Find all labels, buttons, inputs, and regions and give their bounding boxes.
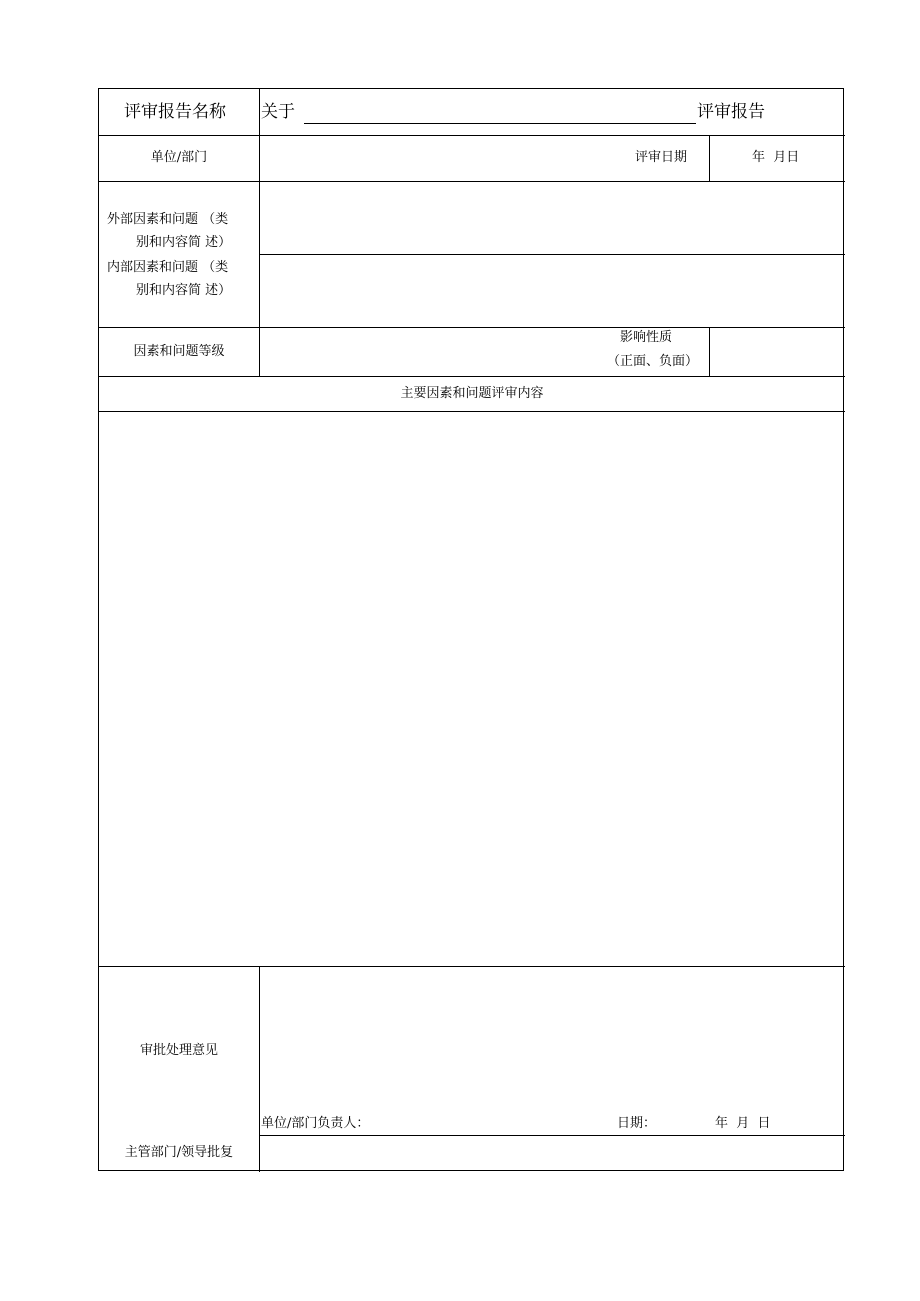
impact-label-line2: （正面、负面） xyxy=(607,354,699,369)
external-factors-label-line1: 外部因素和问题 （类 xyxy=(107,212,229,227)
report-name-label: 评审报告名称 xyxy=(124,102,226,122)
row-divider xyxy=(99,327,845,328)
row-divider xyxy=(99,966,845,967)
internal-factors-label-line2: 别和内容简 述） xyxy=(136,283,232,298)
approval-label: 审批处理意见 xyxy=(139,1043,218,1058)
approval-date-label: 日期： xyxy=(617,1116,657,1131)
responsible-person-label: 单位/部门负责人： xyxy=(261,1116,370,1131)
impact-label-line1: 影响性质 xyxy=(620,330,673,345)
review-date-value: 年 月日 xyxy=(752,150,800,165)
unit-label: 单位/部门 xyxy=(150,150,208,165)
report-name-blank[interactable] xyxy=(304,123,696,124)
row-divider xyxy=(99,376,845,377)
approval-date-value: 年 月 日 xyxy=(715,1116,771,1131)
main-content-area[interactable] xyxy=(99,412,845,966)
leader-reply-area[interactable] xyxy=(260,1136,845,1171)
level-label: 因素和问题等级 xyxy=(133,344,225,359)
leader-reply-label: 主管部门/领导批复 xyxy=(124,1145,234,1160)
column-divider xyxy=(709,135,710,181)
column-divider xyxy=(709,327,710,376)
review-report-form xyxy=(98,88,844,1171)
row-divider xyxy=(99,181,845,182)
row-divider xyxy=(99,135,845,136)
internal-factors-label-line1: 内部因素和问题 （类 xyxy=(107,260,229,275)
report-name-suffix: 评审报告 xyxy=(697,102,765,122)
column-divider xyxy=(259,89,260,376)
review-date-label: 评审日期 xyxy=(635,150,688,165)
row-divider xyxy=(259,254,845,255)
main-content-header: 主要因素和问题评审内容 xyxy=(400,386,544,401)
report-name-prefix: 关于 xyxy=(261,102,295,122)
external-factors-label-line2: 别和内容简 述） xyxy=(136,235,232,250)
